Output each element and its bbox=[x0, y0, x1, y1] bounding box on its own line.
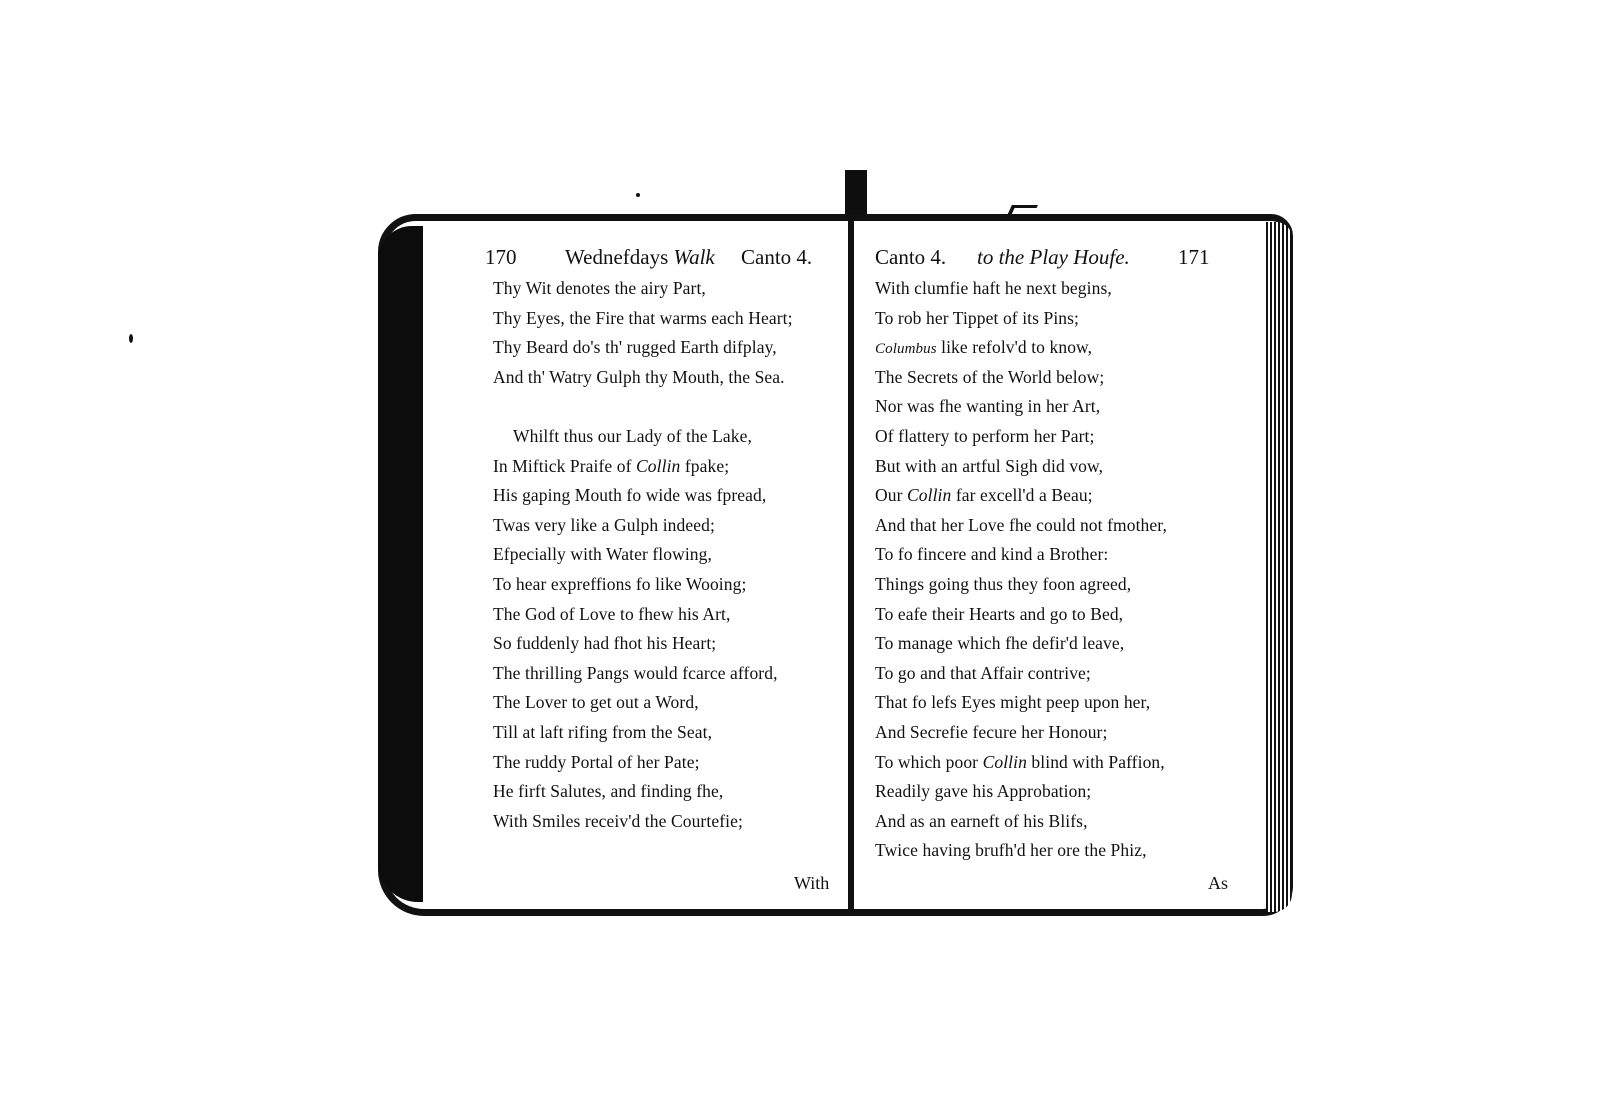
verse-line: To fo fincere and kind a Brother: bbox=[875, 544, 1109, 565]
verse-line: Columbus like refolv'd to know, bbox=[875, 337, 1093, 358]
running-title: Wednefdays Walk bbox=[565, 245, 715, 269]
left-running-head bbox=[485, 240, 838, 274]
verse-line: He firft Salutes, and finding fhe, bbox=[493, 781, 724, 802]
verse-line: Nor was fhe wanting in her Art, bbox=[875, 396, 1101, 417]
verse-line: With clumfie haft he next begins, bbox=[875, 278, 1112, 298]
right-page bbox=[875, 240, 1229, 905]
verse-line: The God of Love to fhew his Art, bbox=[493, 603, 731, 624]
stanza-break bbox=[493, 392, 838, 422]
right-page-edges bbox=[1266, 222, 1292, 912]
catchword: As bbox=[1208, 873, 1229, 893]
verse-line: And Secrefie fecure her Honour; bbox=[875, 721, 1108, 742]
verse-line: The thrilling Pangs would fcarce afford, bbox=[493, 662, 778, 683]
page-number: 170 bbox=[485, 245, 517, 269]
verse-block bbox=[493, 274, 838, 836]
verse-line: His gaping Mouth fo wide was fpread, bbox=[493, 485, 767, 506]
left-page bbox=[485, 240, 838, 905]
verse-line: That fo lefs Eyes might peep upon her, bbox=[875, 692, 1151, 713]
page-number: 171 bbox=[1178, 245, 1210, 269]
verse-line: Thy Wit denotes the airy Part, bbox=[493, 278, 706, 298]
verse-line: Twice having brufh'd her ore the Phiz, bbox=[875, 840, 1147, 861]
running-title: to the Play Houfe. bbox=[977, 245, 1130, 269]
verse-line: And th' Watry Gulph thy Mouth, the Sea. bbox=[493, 366, 785, 387]
catchword: With bbox=[794, 873, 830, 893]
verse-line: In Miftick Praife of Collin fpake; bbox=[493, 455, 730, 476]
name-collin: Collin bbox=[636, 455, 681, 476]
verse-line: But with an artful Sigh did vow, bbox=[875, 455, 1104, 476]
verse-line: Whilft thus our Lady of the Lake, bbox=[513, 425, 752, 446]
verse-line: Efpecially with Water flowing, bbox=[493, 544, 712, 565]
verse-line: And as an earneft of his Blifs, bbox=[875, 810, 1088, 831]
right-running-head bbox=[875, 240, 1220, 274]
name-columbus: Columbus bbox=[875, 341, 937, 358]
verse-line: To hear expreffions fo like Wooing; bbox=[493, 573, 747, 594]
verse-line: Twas very like a Gulph indeed; bbox=[493, 514, 715, 535]
verse-line: The Lover to get out a Word, bbox=[493, 692, 699, 713]
verse-line: Thy Eyes, the Fire that warms each Heart; bbox=[493, 307, 793, 328]
verse-line: To eafe their Hearts and go to Bed, bbox=[875, 603, 1124, 624]
left-book-edge bbox=[378, 226, 423, 902]
name-collin: Collin bbox=[907, 485, 952, 506]
verse-line: And that her Love fhe could not fmother, bbox=[875, 514, 1167, 535]
verse-line: Thy Beard do's th' rugged Earth difplay, bbox=[493, 337, 777, 358]
speck bbox=[129, 334, 133, 343]
verse-line: Our Collin far excell'd a Beau; bbox=[875, 485, 1093, 506]
verse-line: So fuddenly had fhot his Heart; bbox=[493, 633, 717, 654]
verse-line: Things going thus they foon agreed, bbox=[875, 573, 1132, 594]
book-gutter bbox=[848, 214, 854, 914]
verse-line: To go and that Affair contrive; bbox=[875, 662, 1091, 683]
speck bbox=[636, 193, 640, 197]
name-collin: Collin bbox=[982, 751, 1027, 772]
verse-line: To which poor Collin blind with Paffion, bbox=[875, 751, 1165, 772]
verse-line: The ruddy Portal of her Pate; bbox=[493, 751, 700, 772]
verse-line: To manage which fhe defir'd leave, bbox=[875, 633, 1125, 654]
verse-line: Till at laft rifing from the Seat, bbox=[493, 721, 713, 742]
verse-line: With Smiles receiv'd the Courtefie; bbox=[493, 810, 743, 831]
verse-line: To rob her Tippet of its Pins; bbox=[875, 307, 1080, 328]
canto-label: Canto 4. bbox=[741, 245, 813, 269]
verse-line: Readily gave his Approbation; bbox=[875, 781, 1092, 802]
verse-block bbox=[875, 274, 1220, 866]
verse-line: Of flattery to perform her Part; bbox=[875, 425, 1095, 446]
canto-label: Canto 4. bbox=[875, 245, 947, 269]
verse-line: The Secrets of the World below; bbox=[875, 366, 1105, 387]
